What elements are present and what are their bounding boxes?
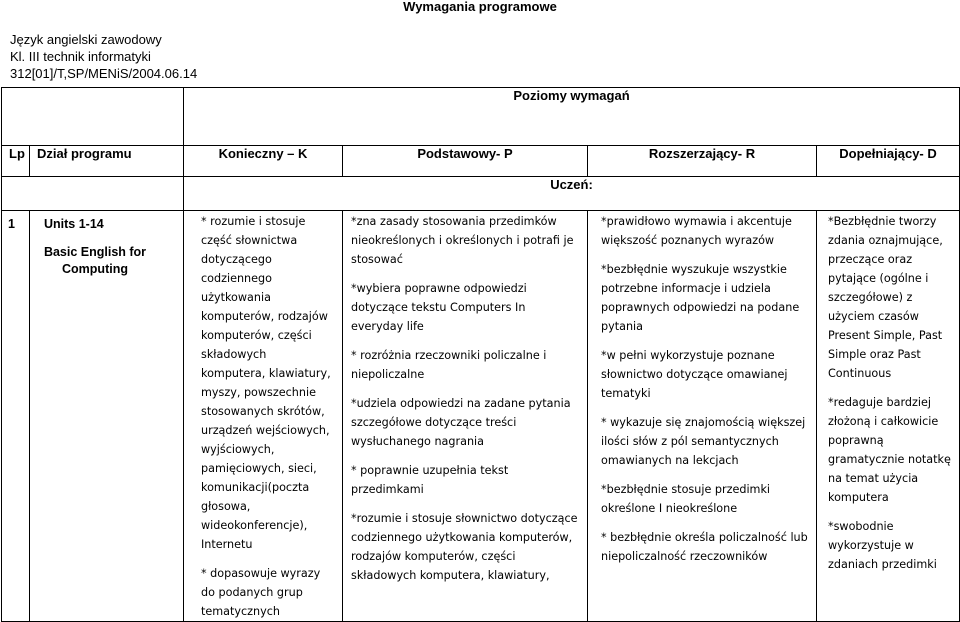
- unit-subtitle: Basic English for Computing: [43, 245, 147, 276]
- header-spacer-left: [2, 88, 184, 146]
- column-header-lp: Lp: [2, 146, 30, 177]
- list-item: * poprawnie uzupełnia tekst przedimkami: [351, 464, 509, 496]
- konieczny-cell: [184, 211, 343, 622]
- document-title: Wymagania programowe: [403, 0, 557, 14]
- uczen-spacer: [2, 177, 184, 211]
- list-item: *zna zasady stosowania przedimków nieokreślonych i określonych i potrafi je stosować: [351, 215, 574, 266]
- column-header-dopelniajacy: Dopełniający- D: [817, 146, 960, 177]
- row-number: 1: [2, 211, 30, 622]
- list-item: * rozumie i stosuje część słownictwa dotyczącego codziennego użytkowania komputerów, rodzajów komputerów, części składowych komputera, klawiatury, myszy, powszechnie stosowanych skrótów, urządzeń wejściowych, wyjściowych, pamięciowych, sieci, komunikacji(poczta głosowa, wideokonferencje), Internetu: [201, 215, 331, 551]
- list-item: *rozumie i stosuje słownictwo dotyczące codziennego użytkowania komputerów, rodzajów komputerów, części składowych komputera, klawiatury,: [351, 512, 578, 582]
- list-item: *bezbłędnie wyszukuje wszystkie potrzebne informacje i udziela poprawnych odpowiedzi na podane pytania: [601, 263, 800, 333]
- table-row: [2, 211, 960, 622]
- requirements-table: [1, 87, 960, 622]
- levels-header: Poziomy wymagań: [184, 88, 960, 146]
- list-item: *bezbłędnie stosuje przedimki określone I nieokreślone: [601, 483, 771, 515]
- list-item: *wybiera poprawne odpowiedzi dotyczące tekstu Computers In everyday life: [351, 282, 527, 333]
- list-item: * bezbłędnie określa policzalność lub niepoliczalność rzeczowników: [601, 531, 808, 563]
- rozszerzajacy-cell: [588, 211, 817, 622]
- list-item: *udziela odpowiedzi na zadane pytania szczegółowe dotyczące treści wysłuchanego nagrania: [351, 397, 571, 448]
- column-header-rozszerzajacy: Rozszerzający- R: [588, 146, 817, 177]
- list-item: *swobodnie wykorzystuje w zdaniach przedimki: [828, 520, 937, 571]
- column-header-dzial: Dział programu: [30, 146, 184, 177]
- unit-title: Units 1-14: [44, 217, 104, 231]
- uczen-header: Uczeń:: [184, 177, 960, 211]
- list-item: *prawidłowo wymawia i akcentuje większość poznanych wyrazów: [601, 215, 792, 247]
- class-line: Kl. III technik informatyki: [10, 49, 151, 64]
- unit-cell: [30, 211, 184, 622]
- subject-line: Język angielski zawodowy: [10, 32, 162, 47]
- column-header-konieczny: Konieczny – K: [184, 146, 343, 177]
- column-header-podstawowy: Podstawowy- P: [343, 146, 588, 177]
- list-item: * dopasowuje wyrazy do podanych grup tematycznych: [201, 567, 321, 618]
- list-item: *Bezbłędnie tworzy zdania oznajmujące, przeczące oraz pytające (ogólne i szczegółowe) z użyciem czasów Present Simple, Past Simple oraz Past Continuous: [828, 215, 943, 380]
- list-item: * wykazuje się znajomością większej ilości słów z pól semantycznych omawianych na lekcjach: [601, 416, 806, 467]
- list-item: *w pełni wykorzystuje poznane słownictwo dotyczące omawianej tematyki: [601, 349, 788, 400]
- program-code-line: 312[01]/T,SP/MENiS/2004.06.14: [10, 66, 198, 81]
- document-meta: [10, 31, 197, 82]
- dopelniajacy-cell: [817, 211, 960, 622]
- list-item: * rozróżnia rzeczowniki policzalne i niepoliczalne: [351, 349, 547, 381]
- podstawowy-cell: [343, 211, 588, 622]
- list-item: *redaguje bardziej złożoną i całkowicie poprawną gramatycznie notatkę na temat użycia komputera: [828, 396, 951, 504]
